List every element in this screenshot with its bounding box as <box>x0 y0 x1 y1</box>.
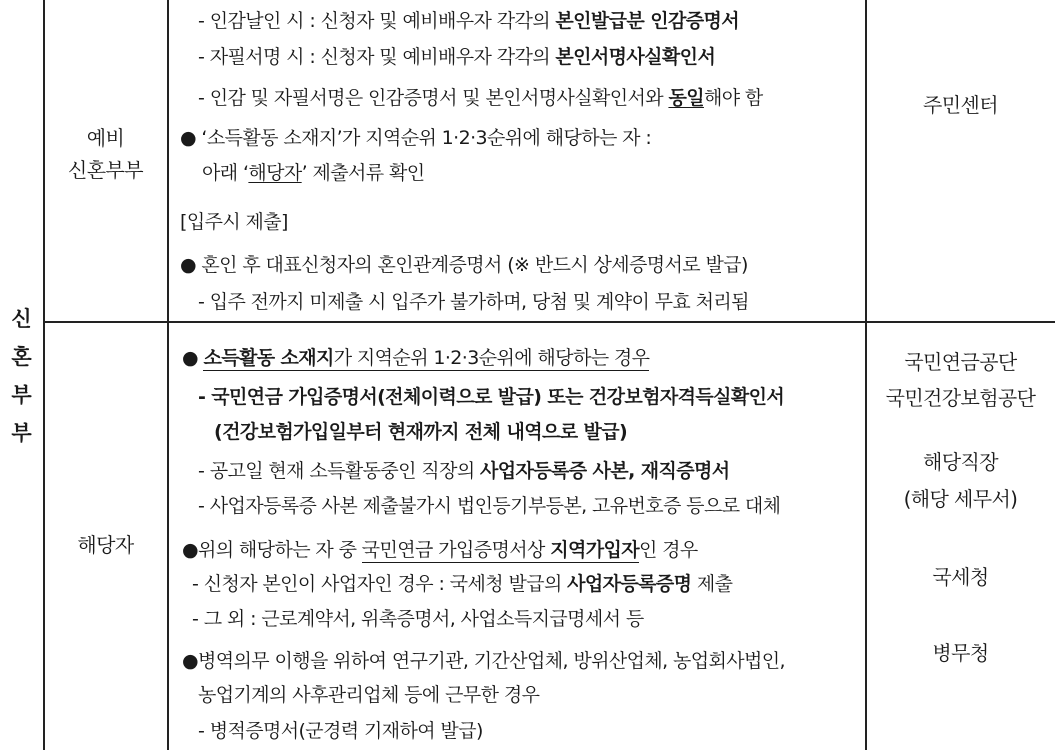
row2-line-1: ● 소득활동 소재지가 지역순위 1·2·3순위에 해당하는 경우 <box>182 347 650 369</box>
agency-nhis: 국민건강보험공단 <box>885 386 1036 410</box>
row2-line-8: - 그 외 : 근로계약서, 위촉증명서, 사업소득지급명세서 등 <box>192 608 644 630</box>
row1-line-1: - 인감날인 시 : 신청자 및 예비배우자 각각의 본인발급분 인감증명서 <box>198 10 739 32</box>
table-border-left <box>43 0 45 750</box>
row1-line-5: 아래 ‘해당자’ 제출서류 확인 <box>202 162 425 184</box>
agency-workplace: 해당직장 <box>923 450 998 474</box>
row1-line-7: ● 혼인 후 대표신청자의 혼인관계증명서 (※ 반드시 상세증명서로 발급) <box>180 254 748 276</box>
row2-line-10: 농업기계의 사후관리업체 등에 근무한 경우 <box>198 684 540 706</box>
agency-nts: 국세청 <box>932 565 989 589</box>
row1-line-6: [입주시 제출] <box>180 211 288 233</box>
row1-line-8: - 입주 전까지 미제출 시 입주가 불가하며, 당첨 및 계약이 무효 처리됨 <box>198 291 749 313</box>
row2-line-9: ●병역의무 이행을 위하여 연구기관, 기간산업체, 방위산업체, 농업회사법인, <box>182 650 786 672</box>
table-border-col2 <box>167 0 169 750</box>
row-divider <box>43 321 1055 323</box>
agency-mma: 병무청 <box>932 641 989 665</box>
section-label-newlyweds: 신 혼 부 부 <box>11 307 32 445</box>
row2-line-3: (건강보험가입일부터 현재까지 전체 내역으로 발급) <box>214 421 628 443</box>
row2-line-4: - 공고일 현재 소득활동중인 직장의 사업자등록증 사본, 재직증명서 <box>198 460 730 482</box>
row1-line-4: ● ‘소득활동 소재지’가 지역순위 1·2·3순위에 해당하는 자 : <box>180 127 652 149</box>
row1-line-3: - 인감 및 자필서명은 인감증명서 및 본인서명사실확인서와 동일해야 함 <box>198 87 763 109</box>
row2-line-7: - 신청자 본인이 사업자인 경우 : 국세청 발급의 사업자등록증명 제출 <box>192 573 733 595</box>
row2-line-6: ●위의 해당하는 자 중 국민연금 가입증명서상 지역가입자인 경우 <box>182 539 698 561</box>
row2-category: 해당자 <box>77 533 134 557</box>
row1-agency: 주민센터 <box>923 93 998 117</box>
row1-line-2: - 자필서명 시 : 신청자 및 예비배우자 각각의 본인서명사실확인서 <box>198 46 716 68</box>
row2-line-11: - 병적증명서(군경력 기재하여 발급) <box>198 720 483 742</box>
agency-nps: 국민연금공단 <box>904 350 1017 374</box>
agency-tax-office: (해당 세무서) <box>903 487 1018 511</box>
row1-category: 예비 신혼부부 <box>68 126 143 182</box>
row2-line-2: - 국민연금 가입증명서(전체이력으로 발급) 또는 건강보험자격득실확인서 <box>198 386 785 408</box>
row2-line-5: - 사업자등록증 사본 제출불가시 법인등기부등본, 고유번호증 등으로 대체 <box>198 495 781 517</box>
